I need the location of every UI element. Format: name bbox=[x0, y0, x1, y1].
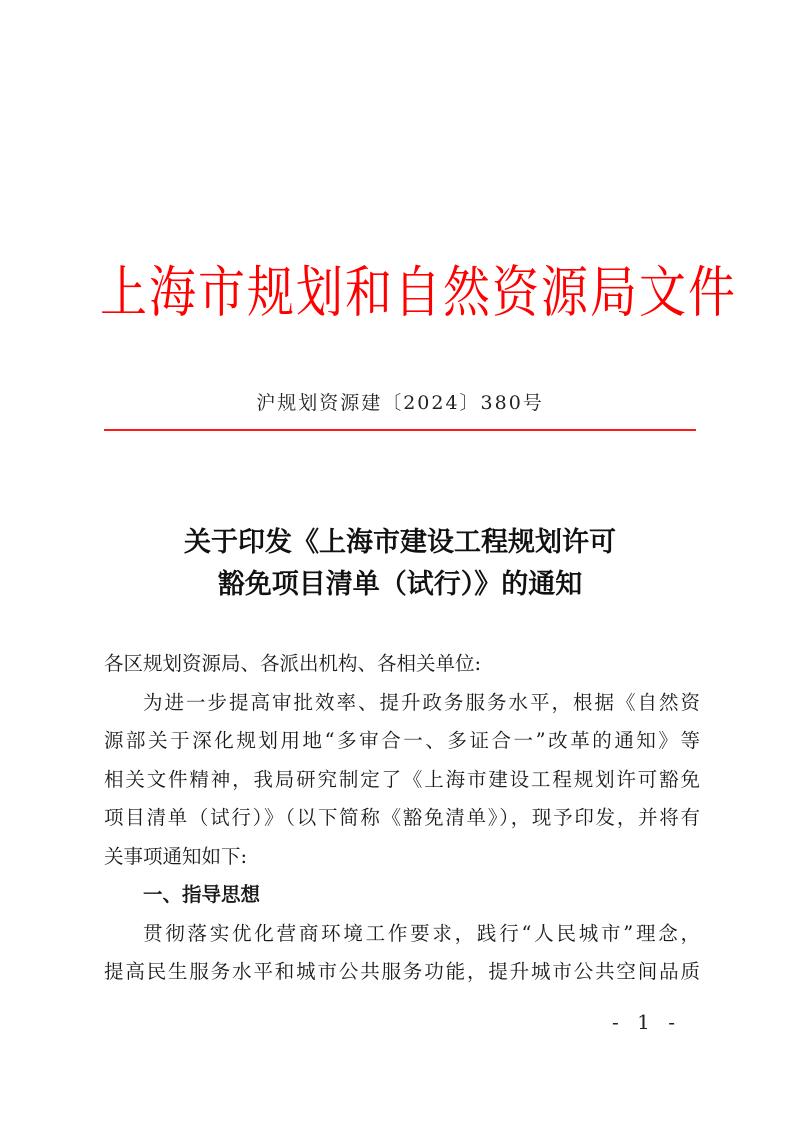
paragraph-1-line: 项目清单（试行）》（以下简称《豁免清单》），现予印发，并将有 bbox=[104, 806, 700, 829]
section-heading: 一、指导思想 bbox=[143, 883, 261, 906]
paragraph-1-line: 为进一步提高审批效率、提升政务服务水平，根据《自然资 bbox=[143, 690, 700, 714]
page-number: - 1 - bbox=[612, 1010, 681, 1034]
paragraph-2-line: 贯彻落实优化营商环境工作要求，践行“人民城市”理念， bbox=[143, 921, 700, 945]
addressee: 各区规划资源局、各派出机构、各相关单位: bbox=[104, 652, 482, 675]
body-text bbox=[104, 645, 700, 992]
notice-title bbox=[100, 522, 700, 606]
notice-title-line-1: 关于印发《上海市建设工程规划许可 bbox=[184, 527, 616, 558]
notice-title-line-2: 豁免项目清单（试行）》的通知 bbox=[217, 569, 583, 600]
paragraph-1-line: 关事项通知如下: bbox=[104, 844, 248, 868]
paragraph-1-line: 相关文件精神，我局研究制定了《上海市建设工程规划许可豁免 bbox=[104, 767, 700, 791]
paragraph-2-line: 提高民生服务水平和城市公共服务功能，提升城市公共空间品质 bbox=[104, 960, 700, 983]
red-divider-line bbox=[104, 429, 696, 431]
paragraph-1-line: 源部关于深化规划用地“多审合一、多证合一”改革的通知》等 bbox=[104, 729, 700, 752]
document-number: 沪规划资源建〔2024〕380号 bbox=[256, 392, 544, 414]
issuer-title: 上海市规划和自然资源局文件 bbox=[100, 260, 737, 326]
